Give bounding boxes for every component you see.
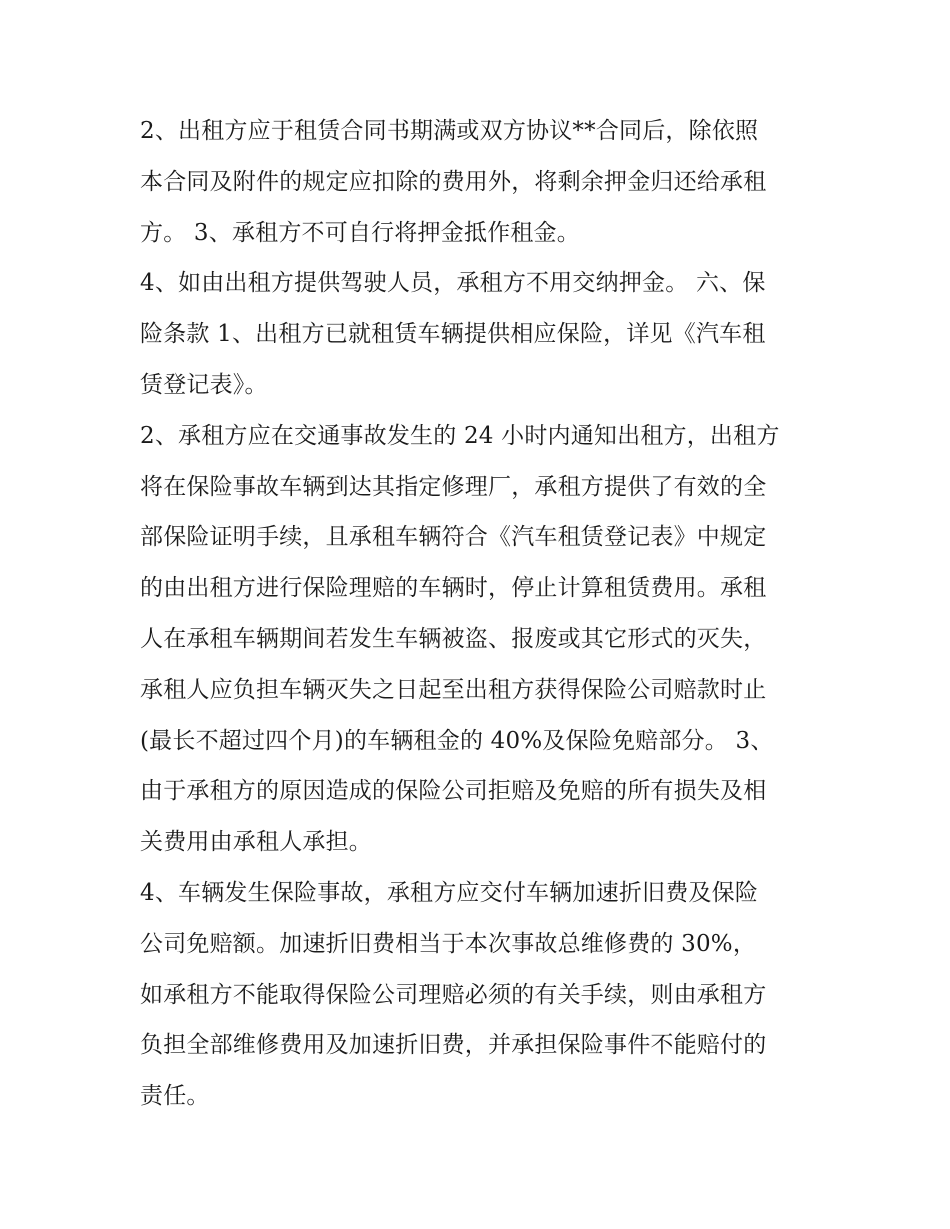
text-line: 方。 3、承租方不可自行将押金抵作租金。: [140, 219, 580, 246]
text-line: 本合同及附件的规定应扣除的费用外，将剩余押金归还给承租: [140, 168, 767, 195]
text-line: 4、如由出租方提供驾驶人员，承租方不用交纳押金。 六、保: [140, 270, 766, 297]
text-line: 部保险证明手续，且承租车辆符合《汽车租赁登记表》中规定: [140, 524, 767, 551]
text-line: (最长不超过四个月)的车辆租金的 40%及保险免赔部分。 3、: [140, 727, 774, 754]
text-line: 险条款 1、出租方已就租赁车辆提供相应保险，详见《汽车租: [140, 321, 766, 348]
document-body: [140, 106, 820, 1122]
text-line: 人在承租车辆期间若发生车辆被盗、报废或其它形式的灭失，: [140, 625, 767, 652]
text-line: 如承租方不能取得保险公司理赔必须的有关手续，则由承租方: [140, 981, 767, 1008]
text-line: 的由出租方进行保险理赔的车辆时，停止计算租赁费用。承租: [140, 575, 767, 602]
text-line: 责任。: [140, 1083, 210, 1110]
text-line: 承租人应负担车辆灭失之日起至出租方获得保险公司赔款时止: [140, 676, 767, 703]
text-line: 公司免赔额。加速折旧费相当于本次事故总维修费的 30%，: [140, 930, 757, 957]
paragraph-deposit-return: [140, 106, 820, 258]
text-line: 2、承租方应在交通事故发生的 24 小时内通知出租方，出租方: [140, 422, 780, 449]
paragraph-depreciation-fee: [140, 868, 820, 1122]
text-line: 赁登记表》。: [140, 371, 268, 398]
paragraph-driver-insurance: [140, 258, 820, 410]
text-line: 关费用由承租人承担。: [140, 829, 372, 856]
text-line: 由于承租方的原因造成的保险公司拒赔及免赔的所有损失及相: [140, 778, 767, 805]
text-line: 2、出租方应于租赁合同书期满或双方协议**合同后，除依照: [140, 118, 759, 144]
text-line: 负担全部维修费用及加速折旧费，并承担保险事件不能赔付的: [140, 1032, 767, 1059]
paragraph-accident-notification: [140, 411, 820, 868]
text-line: 4、车辆发生保险事故，承租方应交付车辆加速折旧费及保险: [140, 879, 759, 906]
text-line: 将在保险事故车辆到达其指定修理厂，承租方提供了有效的全: [140, 473, 767, 500]
